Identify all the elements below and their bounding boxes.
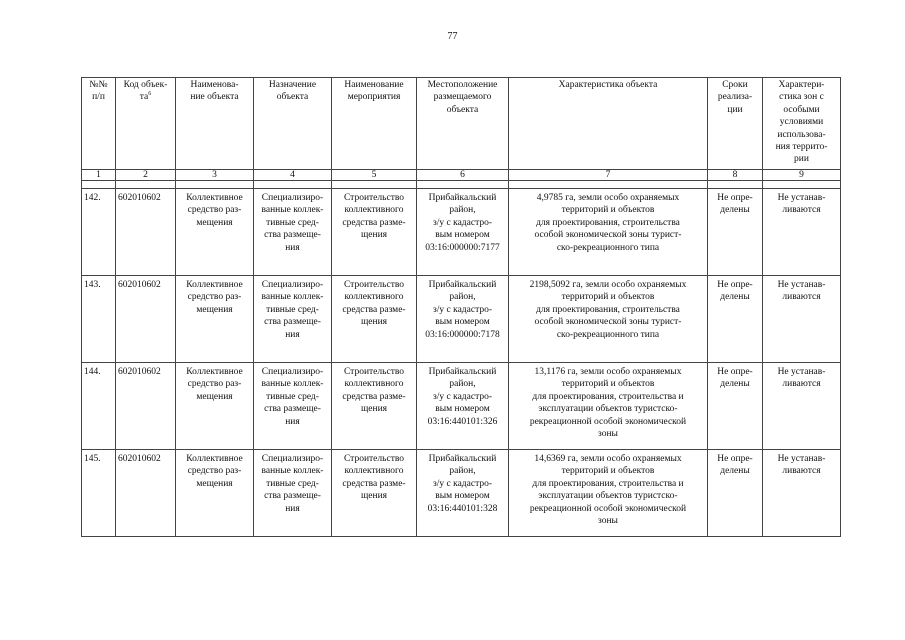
implementation-term: Не опре- делены	[708, 450, 763, 537]
table-row	[82, 189, 841, 276]
header-cell-name: Наименова- ние объекта	[176, 78, 254, 170]
object-purpose: Специализиро- ванные коллек- тивные сред- ства размеще- ния	[254, 450, 332, 537]
object-name: Коллективное средство раз- мещения	[176, 363, 254, 450]
column-number-row	[82, 170, 841, 181]
implementation-term: Не опре- делены	[708, 363, 763, 450]
measure-name: Строительство коллективного средства разме- щения	[332, 450, 417, 537]
zone-characteristic: Не устанав- ливаются	[763, 363, 841, 450]
header-cell-code: Код объек- $та^6$	[116, 78, 176, 170]
row-number: 145.	[82, 450, 116, 537]
column-number: 6	[417, 170, 509, 181]
footnote-mark: 6	[148, 91, 152, 98]
column-number: 7	[509, 170, 708, 181]
header-cell-term: Сроки реализа- ции	[708, 78, 763, 170]
implementation-term: Не опре- делены	[708, 276, 763, 363]
object-code: 602010602	[116, 276, 176, 363]
object-purpose: Специализиро- ванные коллек- тивные сред- ства размеще- ния	[254, 363, 332, 450]
header-cell-zones: Характери- стика зон с особыми условиями использова- ния террито- рии	[763, 78, 841, 170]
measure-name: Строительство коллективного средства разме- щения	[332, 363, 417, 450]
row-number: 142.	[82, 189, 116, 276]
object-name: Коллективное средство раз- мещения	[176, 189, 254, 276]
row-number: 144.	[82, 363, 116, 450]
object-location: Прибайкальский район, з/у с кадастро- вым номером 03:16:440101:326	[417, 363, 509, 450]
object-code: 602010602	[116, 189, 176, 276]
object-location: Прибайкальский район, з/у с кадастро- вым номером 03:16:000000:7177	[417, 189, 509, 276]
header-cell-number: №№ п/п	[82, 78, 116, 170]
object-location: Прибайкальский район, з/у с кадастро- вым номером 03:16:440101:328	[417, 450, 509, 537]
object-name: Коллективное средство раз- мещения	[176, 450, 254, 537]
page-number: 77	[447, 31, 458, 42]
row-number: 143.	[82, 276, 116, 363]
header-cell-purpose: Назначение объекта	[254, 78, 332, 170]
zone-characteristic: Не устанав- ливаются	[763, 450, 841, 537]
table-row	[82, 363, 841, 450]
objects-table	[81, 77, 841, 537]
header-cell-location: Местоположение размещаемого объекта	[417, 78, 509, 170]
column-number: 3	[176, 170, 254, 181]
object-name: Коллективное средство раз- мещения	[176, 276, 254, 363]
measure-name: Строительство коллективного средства разме- щения	[332, 189, 417, 276]
table-header-row	[82, 78, 841, 170]
measure-name: Строительство коллективного средства разме- щения	[332, 276, 417, 363]
header-cell-characteristic: Характеристика объекта	[509, 78, 708, 170]
object-purpose: Специализиро- ванные коллек- тивные сред- ства размеще- ния	[254, 189, 332, 276]
object-characteristic: 2198,5092 га, земли особо охраняемых территорий и объектов для проектирования, строительства особой экономической зоны турист- ско-рекреационного типа	[509, 276, 708, 363]
column-number: 5	[332, 170, 417, 181]
column-number: 8	[708, 170, 763, 181]
object-code: 602010602	[116, 450, 176, 537]
object-characteristic: 4,9785 га, земли особо охраняемых территорий и объектов для проектирования, строительства особой экономической зоны турист- ско-рекреационного типа	[509, 189, 708, 276]
column-number: 1	[82, 170, 116, 181]
column-number: 4	[254, 170, 332, 181]
zone-characteristic: Не устанав- ливаются	[763, 189, 841, 276]
zone-characteristic: Не устанав- ливаются	[763, 276, 841, 363]
spacer-row	[82, 181, 841, 189]
table-row	[82, 450, 841, 537]
table-row	[82, 276, 841, 363]
object-code: 602010602	[116, 363, 176, 450]
header-cell-measure: Наименование мероприятия	[332, 78, 417, 170]
object-purpose: Специализиро- ванные коллек- тивные сред- ства размеще- ния	[254, 276, 332, 363]
object-location: Прибайкальский район, з/у с кадастро- вым номером 03:16:000000:7178	[417, 276, 509, 363]
object-characteristic: 14,6369 га, земли особо охраняемых территорий и объектов для проектирования, строительства и эксплуатации объектов туристско- рекреационной особой экономической зоны	[509, 450, 708, 537]
implementation-term: Не опре- делены	[708, 189, 763, 276]
object-characteristic: 13,1176 га, земли особо охраняемых территорий и объектов для проектирования, строительства и эксплуатации объектов туристско- рекреационной особой экономической зоны	[509, 363, 708, 450]
column-number: 9	[763, 170, 841, 181]
column-number: 2	[116, 170, 176, 181]
